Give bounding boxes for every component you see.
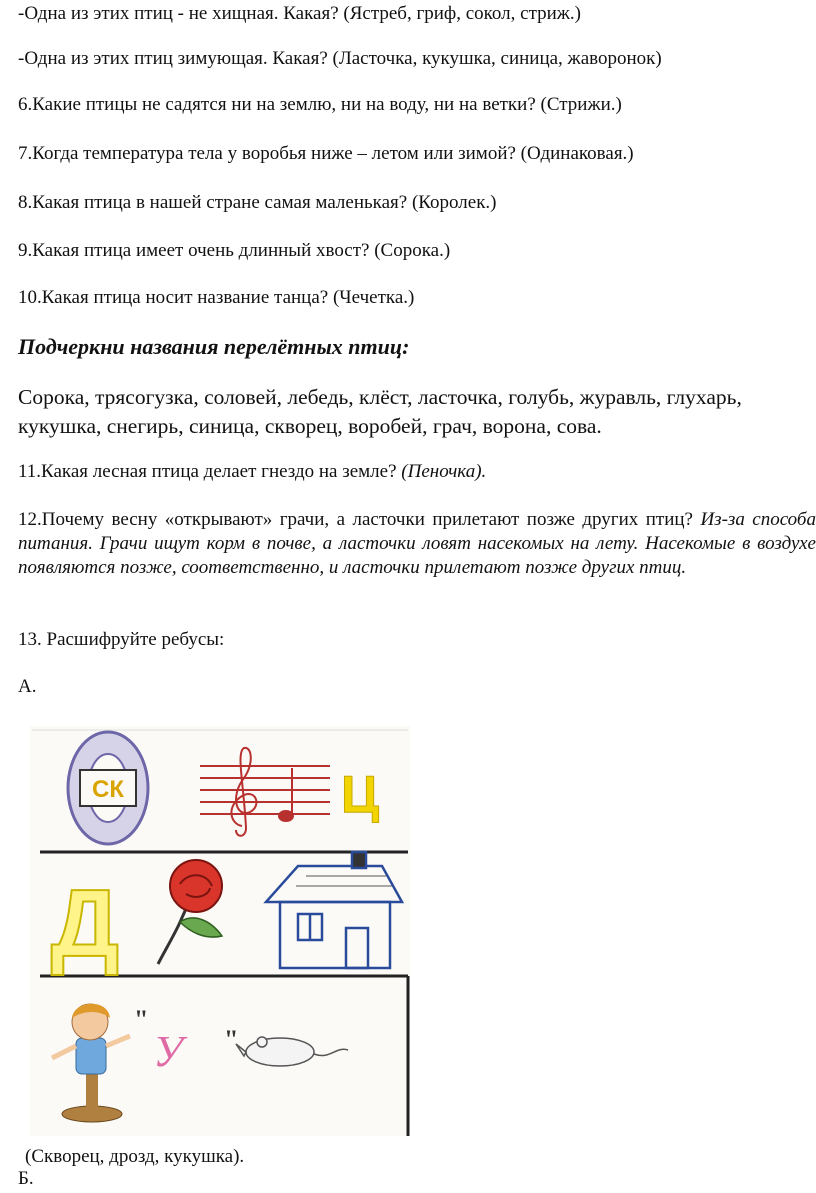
rebus-label-b: Б. [18, 1168, 34, 1189]
task-heading: Подчеркни названия перелётных птиц: [18, 334, 410, 359]
rebus-letter-sk: СК [92, 776, 124, 803]
quote-mark-icon: " [224, 1025, 239, 1054]
question-11 [18, 461, 486, 483]
question-line: -Одна из этих птиц зимующая. Какая? (Ласточка, кукушка, синица, жаворонок) [18, 48, 662, 69]
rebus-label-a: А. [18, 676, 37, 697]
question-line: 7.Когда температура тела у воробья ниже – летом или зимой? (Одинаковая.) [18, 143, 634, 164]
question-line: 6.Какие птицы не садятся ни на землю, ни на воду, ни на ветки? (Стрижи.) [18, 94, 622, 115]
question-11-text: 11.Какая лесная птица делает гнездо на земле? [18, 461, 402, 482]
question-line: -Одна из этих птиц - не хищная. Какая? (Ястреб, гриф, сокол, стриж.) [18, 3, 582, 24]
quote-mark-icon: " [134, 1005, 149, 1034]
question-line: 9.Какая птица имеет очень длинный хвост? (Сорока.) [18, 240, 451, 261]
question-12 [18, 508, 816, 580]
rebus-letter-u: У [153, 1027, 183, 1076]
question-12-text: 12.Почему весну «открывают» грачи, а ласточки прилетают позже других птиц? [18, 509, 701, 530]
bird-list: Сорока, трясогузка, соловей, лебедь, клёст, ласточка, голубь, журавль, глухарь, кукушка, снегирь, синица, скворец, воробей, грач, ворона, сова. [18, 385, 742, 438]
question-11-answer: (Пеночка). [401, 461, 487, 482]
question-line: 8.Какая птица в нашей стране самая маленькая? (Королек.) [18, 192, 497, 213]
question-13: 13. Расшифруйте ребусы: [18, 629, 225, 650]
question-line: 10.Какая птица носит название танца? (Чечетка.) [18, 287, 415, 308]
rebus-letter-ts: Ц [341, 766, 379, 824]
question-12-answer: Из-за способа питания. Грачи ищут корм в почве, а ласточки ловят насекомых на лету. Насекомые в воздухе появляются позже, соответственно, и ласточки прилетают позже других птиц. [18, 509, 816, 578]
rebus-answer: (Скворец, дрозд, кукушка). [25, 1146, 245, 1167]
rebus-picture [30, 726, 410, 1136]
rebus-letter-d: Д [50, 870, 120, 977]
letter-o-icon [68, 732, 148, 844]
